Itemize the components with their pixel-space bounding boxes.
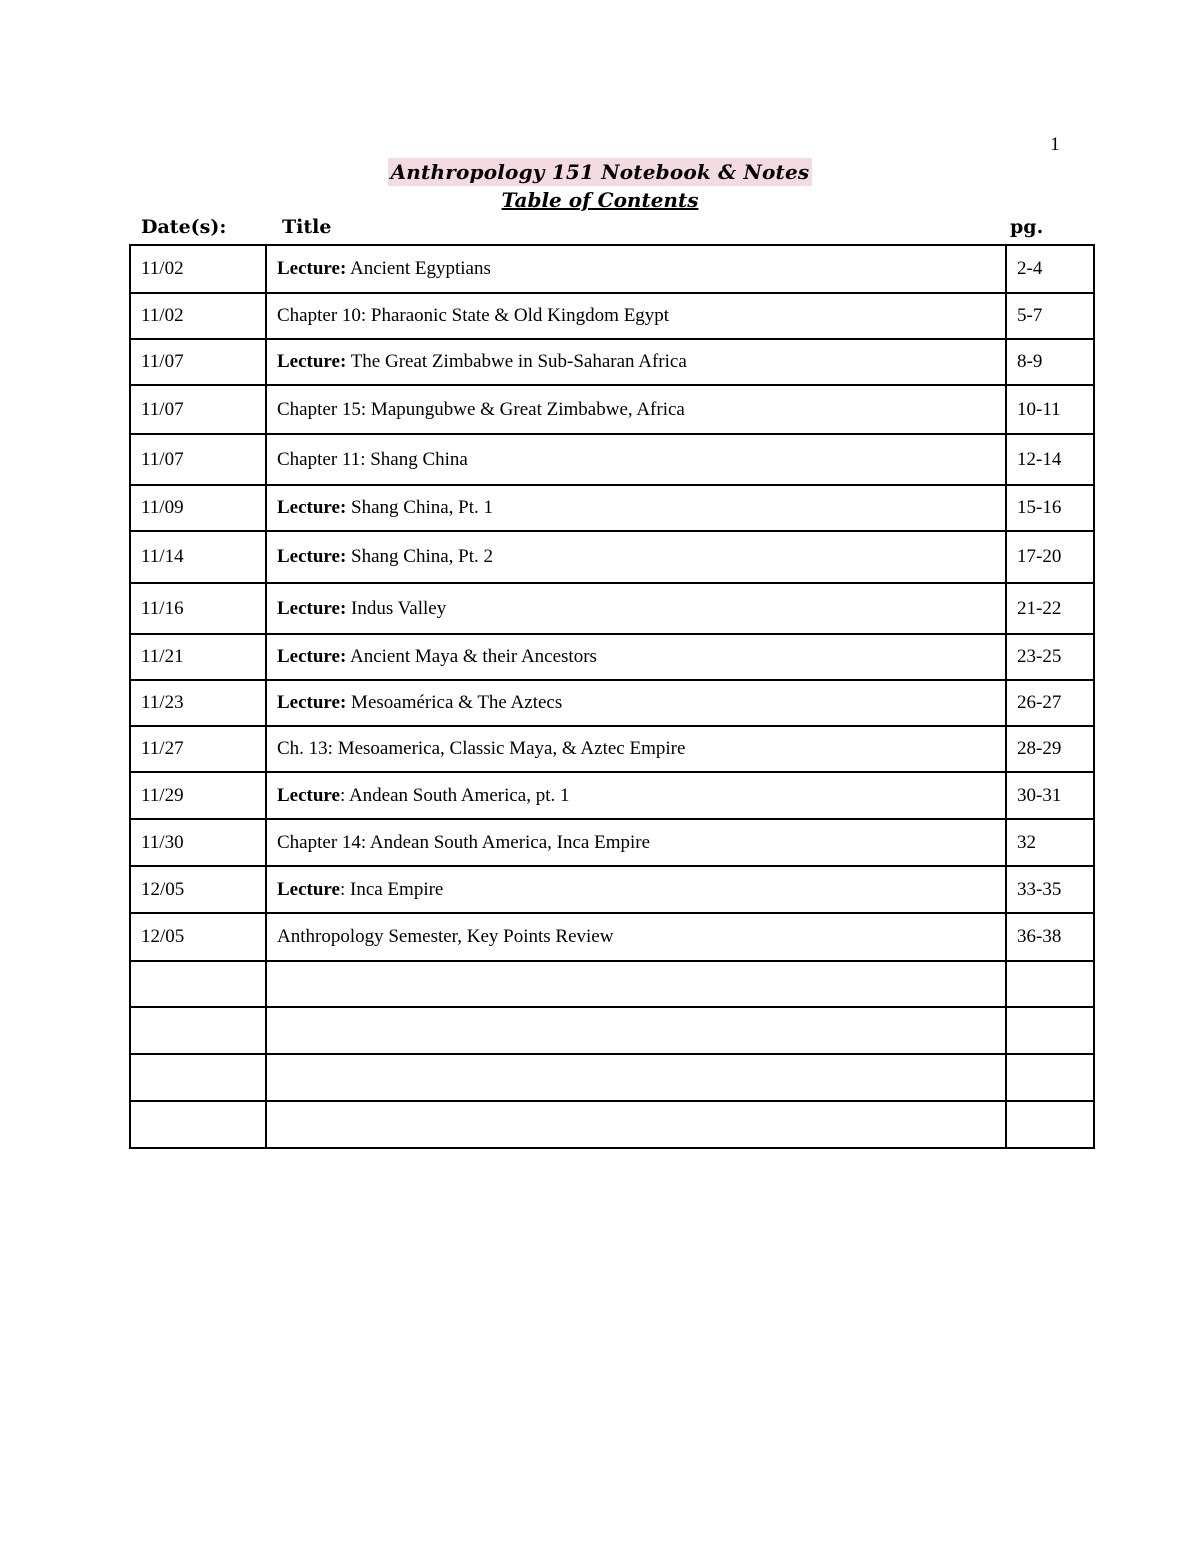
row-pages: 17-20 <box>1006 531 1094 583</box>
document-title: Anthropology 151 Notebook & Notes <box>388 158 813 186</box>
row-pages: 28-29 <box>1006 726 1094 772</box>
document-subtitle: Table of Contents <box>501 188 699 212</box>
table-row <box>130 1101 1094 1148</box>
row-date: 11/29 <box>130 772 266 819</box>
table-row <box>130 726 1094 772</box>
table-row <box>130 339 1094 385</box>
row-pages: 23-25 <box>1006 634 1094 680</box>
row-title-prefix: Lecture <box>277 784 340 806</box>
row-date: 11/07 <box>130 339 266 385</box>
table-row <box>130 1054 1094 1101</box>
row-title-cell <box>266 913 1006 961</box>
row-title: Shang China, Pt. 1 <box>346 497 494 518</box>
row-date: 11/16 <box>130 583 266 634</box>
row-pages: 36-38 <box>1006 913 1094 961</box>
row-date: 11/09 <box>130 485 266 531</box>
row-title-cell <box>266 245 1006 293</box>
row-title-cell <box>266 293 1006 339</box>
table-row <box>130 772 1094 819</box>
row-title-cell <box>266 961 1006 1007</box>
row-title-cell <box>266 1101 1006 1148</box>
row-title-prefix: Lecture: <box>277 546 347 567</box>
table-row <box>130 293 1094 339</box>
row-title: Ch. 13: Mesoamerica, Classic Maya, & Aztec Empire <box>277 738 686 759</box>
row-pages: 10-11 <box>1006 385 1094 434</box>
row-date: 12/05 <box>130 913 266 961</box>
row-title-prefix: Lecture <box>277 878 340 900</box>
table-row <box>130 680 1094 726</box>
row-title: Chapter 11: Shang China <box>277 448 468 470</box>
row-title-cell <box>266 1054 1006 1101</box>
title-block <box>0 158 1200 214</box>
row-title: Indus Valley <box>346 597 447 619</box>
row-date: 12/05 <box>130 866 266 913</box>
row-title-cell <box>266 385 1006 434</box>
row-date: 11/02 <box>130 293 266 339</box>
row-date: 11/07 <box>130 434 266 485</box>
table-row <box>130 434 1094 485</box>
row-title-prefix: Lecture: <box>277 646 347 667</box>
row-pages: 2-4 <box>1006 245 1094 293</box>
row-title-cell <box>266 583 1006 634</box>
table-row <box>130 245 1094 293</box>
row-title: Shang China, Pt. 2 <box>346 546 494 567</box>
table-row <box>130 531 1094 583</box>
row-title: Mesoamérica & The Aztecs <box>346 692 563 713</box>
row-title: Chapter 15: Mapungubwe & Great Zimbabwe, Africa <box>277 398 685 420</box>
row-title-cell <box>266 680 1006 726</box>
table-row <box>130 913 1094 961</box>
row-pages: 15-16 <box>1006 485 1094 531</box>
row-title-cell <box>266 866 1006 913</box>
row-date <box>130 1101 266 1148</box>
row-title-cell <box>266 634 1006 680</box>
row-title-prefix: Lecture: <box>277 597 347 619</box>
row-date <box>130 961 266 1007</box>
table-row <box>130 961 1094 1007</box>
row-pages <box>1006 1054 1094 1101</box>
row-pages <box>1006 1007 1094 1054</box>
row-pages <box>1006 1101 1094 1148</box>
row-pages: 30-31 <box>1006 772 1094 819</box>
table-row <box>130 385 1094 434</box>
column-header-page: pg. <box>1010 216 1044 238</box>
row-title-cell <box>266 339 1006 385</box>
row-title-cell <box>266 726 1006 772</box>
row-pages: 5-7 <box>1006 293 1094 339</box>
row-date: 11/02 <box>130 245 266 293</box>
row-title-cell <box>266 485 1006 531</box>
row-title-prefix: Lecture: <box>277 258 347 279</box>
toc-body <box>130 245 1094 1148</box>
row-title: Chapter 10: Pharaonic State & Old Kingdom Egypt <box>277 305 670 326</box>
row-title: Ancient Maya & their Ancestors <box>346 646 597 667</box>
row-title: : Inca Empire <box>339 878 444 900</box>
page-number: 1 <box>1050 134 1060 155</box>
row-title-cell <box>266 772 1006 819</box>
row-pages: 32 <box>1006 819 1094 866</box>
row-title-prefix: Lecture: <box>277 692 347 713</box>
row-date: 11/30 <box>130 819 266 866</box>
row-title: The Great Zimbabwe in Sub-Saharan Africa <box>346 351 687 372</box>
table-row <box>130 819 1094 866</box>
row-date: 11/14 <box>130 531 266 583</box>
row-date: 11/23 <box>130 680 266 726</box>
table-of-contents <box>129 244 1095 1149</box>
row-title-cell <box>266 819 1006 866</box>
column-header-title: Title <box>282 216 332 238</box>
table-row <box>130 866 1094 913</box>
column-headers <box>0 216 1200 246</box>
row-title: Chapter 14: Andean South America, Inca Empire <box>277 831 651 853</box>
row-title: Anthropology Semester, Key Points Review <box>277 926 614 947</box>
row-pages: 21-22 <box>1006 583 1094 634</box>
row-title-cell <box>266 531 1006 583</box>
row-title-cell <box>266 434 1006 485</box>
table-row <box>130 485 1094 531</box>
row-title-cell <box>266 1007 1006 1054</box>
row-title-prefix: Lecture: <box>277 351 347 372</box>
row-pages: 33-35 <box>1006 866 1094 913</box>
table-row <box>130 634 1094 680</box>
row-date: 11/21 <box>130 634 266 680</box>
row-date: 11/27 <box>130 726 266 772</box>
row-title-prefix: Lecture: <box>277 497 347 518</box>
row-date <box>130 1054 266 1101</box>
table-row <box>130 583 1094 634</box>
row-pages: 26-27 <box>1006 680 1094 726</box>
row-pages <box>1006 961 1094 1007</box>
row-pages: 12-14 <box>1006 434 1094 485</box>
row-title: : Andean South America, pt. 1 <box>339 784 570 806</box>
row-title: Ancient Egyptians <box>346 258 491 279</box>
row-pages: 8-9 <box>1006 339 1094 385</box>
row-date: 11/07 <box>130 385 266 434</box>
table-row <box>130 1007 1094 1054</box>
row-date <box>130 1007 266 1054</box>
column-header-date: Date(s): <box>141 216 227 238</box>
